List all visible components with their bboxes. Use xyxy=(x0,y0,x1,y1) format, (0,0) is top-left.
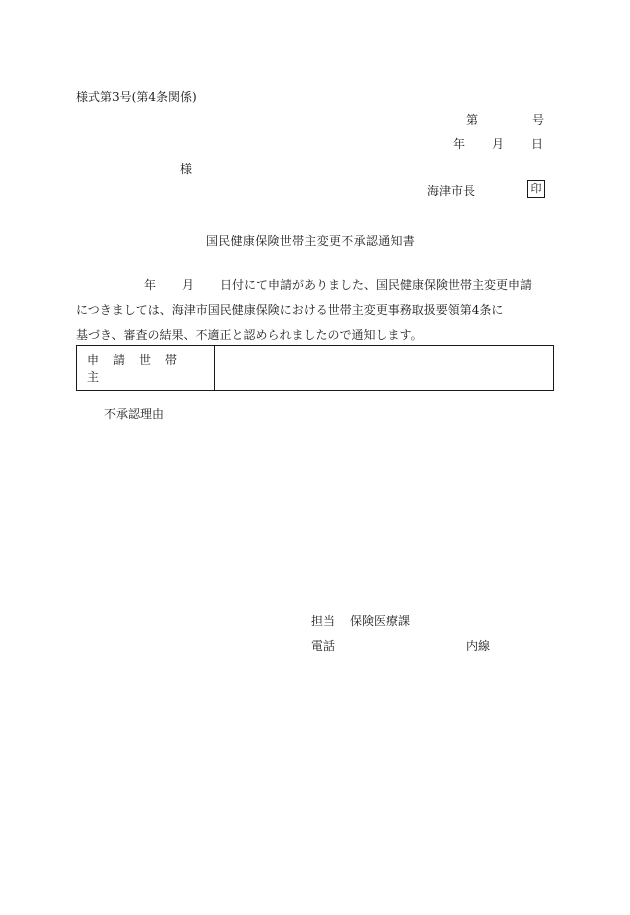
body-line-2: につきましては、海津市国民健康保険における世帯主変更事務取扱要領第4条に xyxy=(76,303,504,317)
phone-label: 電話 xyxy=(311,639,336,653)
householder-label: 申請世帯主 xyxy=(77,346,215,390)
householder-table xyxy=(76,345,554,391)
document-number-prefix: 第 xyxy=(466,113,479,127)
seal-mark: 印 xyxy=(527,180,545,198)
form-number: 様式第3号(第4条関係) xyxy=(76,90,197,104)
date-day: 日 xyxy=(531,137,544,151)
body-year: 年 xyxy=(144,278,157,292)
date-year: 年 xyxy=(453,137,466,151)
addressee-honorific: 様 xyxy=(180,162,193,176)
body-line-1 xyxy=(88,273,556,298)
issuer-name: 海津市長 xyxy=(427,184,476,198)
document-title: 国民健康保険世帯主変更不承認通知書 xyxy=(206,234,416,248)
body-line-3: 基づき、審査の結果、不適正と認められましたので通知します。 xyxy=(76,328,423,342)
body-line-1-text: 日付にて申請がありました、国民健康保険世帯主変更申請 xyxy=(220,278,533,292)
charge-label: 担当 xyxy=(311,614,336,628)
body-month: 月 xyxy=(182,278,195,292)
document-number-suffix: 号 xyxy=(532,113,545,127)
extension-label: 内線 xyxy=(466,639,491,653)
date-month: 月 xyxy=(492,137,505,151)
householder-value[interactable] xyxy=(215,346,553,390)
notice-body xyxy=(76,273,556,348)
rejection-reason-label: 不承認理由 xyxy=(104,407,165,421)
charge-department: 保険医療課 xyxy=(350,614,411,628)
